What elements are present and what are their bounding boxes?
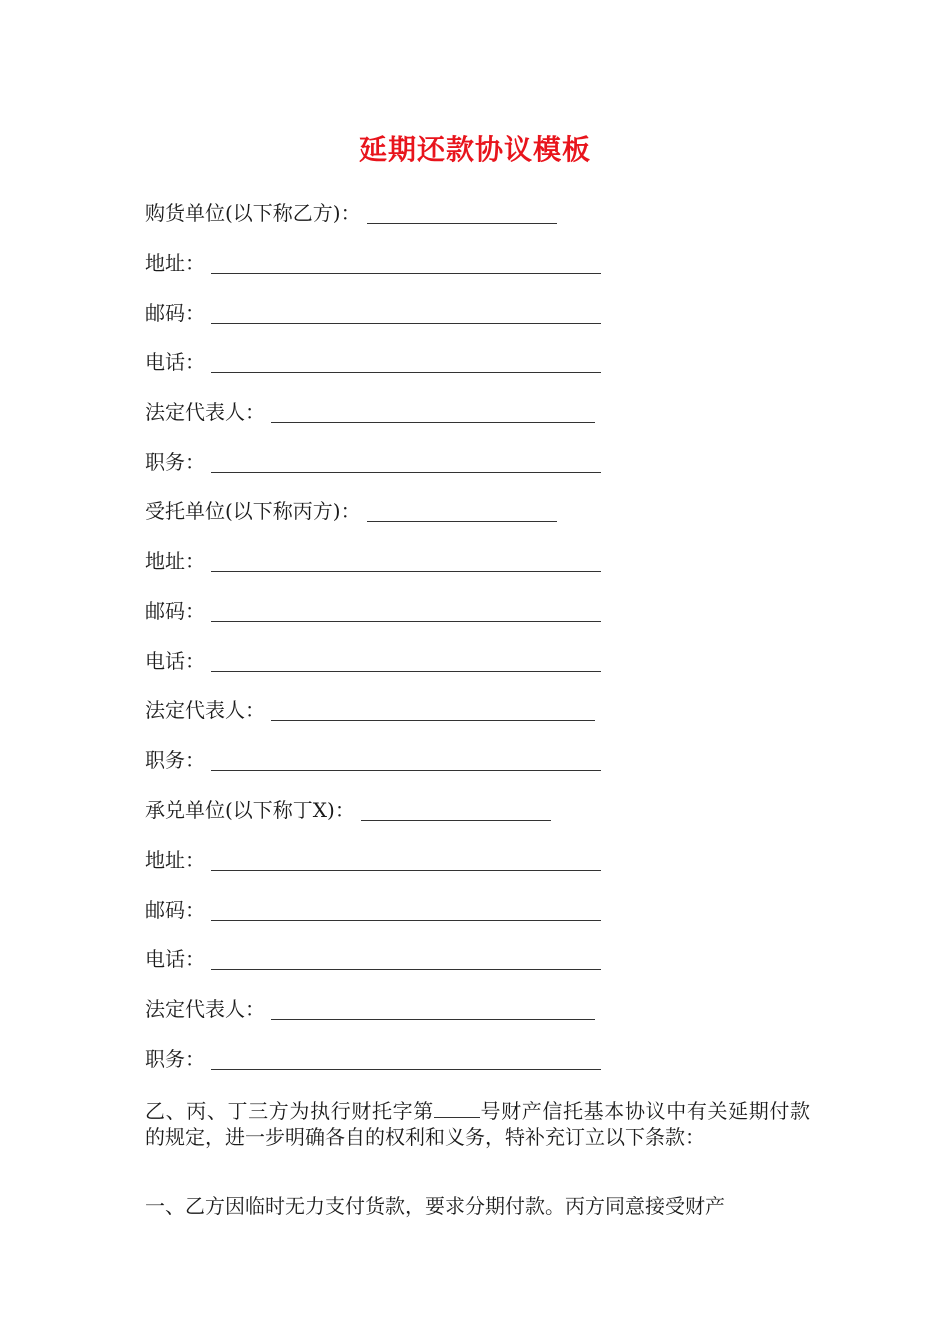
- trustee-address-row: [145, 546, 601, 576]
- buyer-phone-blank[interactable]: [211, 350, 601, 373]
- acceptor-unit-label: 承兑单位(以下称丁X)：: [145, 798, 355, 822]
- trustee-phone-blank[interactable]: [211, 649, 601, 672]
- trustee-position-row: [145, 745, 601, 775]
- clause-1-paragraph: 一、乙方因临时无力支付货款，要求分期付款。丙方同意接受财产: [145, 1194, 725, 1218]
- acceptor-postcode-blank[interactable]: [211, 898, 601, 921]
- acceptor-legal-rep-row: [145, 994, 595, 1024]
- trustee-unit-blank[interactable]: [367, 499, 557, 522]
- acceptor-address-row: [145, 845, 601, 875]
- buyer-position-row: [145, 447, 601, 477]
- buyer-phone-row: [145, 347, 601, 377]
- trustee-postcode-row: [145, 596, 601, 626]
- trustee-phone-row: [145, 646, 601, 676]
- acceptor-legal-rep-blank[interactable]: [271, 997, 595, 1020]
- agreement-number-blank[interactable]: [434, 1097, 480, 1118]
- buyer-unit-row: [145, 198, 557, 228]
- preamble-text-part1: 乙、丙、丁三方为执行财托字第: [145, 1099, 434, 1123]
- buyer-unit-blank[interactable]: [367, 201, 557, 224]
- acceptor-unit-blank[interactable]: [361, 798, 551, 821]
- buyer-legal-rep-label: 法定代表人：: [145, 400, 265, 424]
- buyer-postcode-label: 邮码：: [145, 301, 205, 325]
- buyer-postcode-row: [145, 298, 601, 328]
- acceptor-address-blank[interactable]: [211, 848, 601, 871]
- buyer-phone-label: 电话：: [145, 350, 205, 374]
- acceptor-unit-row: [145, 795, 551, 825]
- acceptor-legal-rep-label: 法定代表人：: [145, 997, 265, 1021]
- preamble-paragraph: [145, 1097, 810, 1150]
- buyer-legal-rep-row: [145, 397, 595, 427]
- buyer-legal-rep-blank[interactable]: [271, 400, 595, 423]
- acceptor-position-label: 职务：: [145, 1047, 205, 1071]
- trustee-address-blank[interactable]: [211, 549, 601, 572]
- trustee-legal-rep-blank[interactable]: [271, 698, 595, 721]
- buyer-address-label: 地址：: [145, 251, 205, 275]
- buyer-unit-label: 购货单位(以下称乙方)：: [145, 201, 361, 225]
- trustee-unit-row: [145, 496, 557, 526]
- trustee-legal-rep-row: [145, 695, 595, 725]
- buyer-address-blank[interactable]: [211, 251, 601, 274]
- acceptor-phone-label: 电话：: [145, 947, 205, 971]
- document-title: 延期还款协议模板: [358, 133, 591, 166]
- acceptor-position-blank[interactable]: [211, 1047, 601, 1070]
- trustee-legal-rep-label: 法定代表人：: [145, 698, 265, 722]
- buyer-position-blank[interactable]: [211, 450, 601, 473]
- acceptor-phone-row: [145, 944, 601, 974]
- trustee-phone-label: 电话：: [145, 649, 205, 673]
- buyer-postcode-blank[interactable]: [211, 301, 601, 324]
- acceptor-postcode-label: 邮码：: [145, 898, 205, 922]
- trustee-postcode-label: 邮码：: [145, 599, 205, 623]
- buyer-address-row: [145, 248, 601, 278]
- acceptor-phone-blank[interactable]: [211, 947, 601, 970]
- trustee-unit-label: 受托单位(以下称丙方)：: [145, 499, 361, 523]
- acceptor-postcode-row: [145, 895, 601, 925]
- acceptor-position-row: [145, 1044, 601, 1074]
- trustee-position-blank[interactable]: [211, 748, 601, 771]
- acceptor-address-label: 地址：: [145, 848, 205, 872]
- preamble-text-part2: 号财产信托基本协议中有关延期付款的规定，进一步明确各自的权利和义务，特补充订立以下条款：: [145, 1099, 811, 1149]
- trustee-postcode-blank[interactable]: [211, 599, 601, 622]
- buyer-position-label: 职务：: [145, 450, 205, 474]
- trustee-position-label: 职务：: [145, 748, 205, 772]
- trustee-address-label: 地址：: [145, 549, 205, 573]
